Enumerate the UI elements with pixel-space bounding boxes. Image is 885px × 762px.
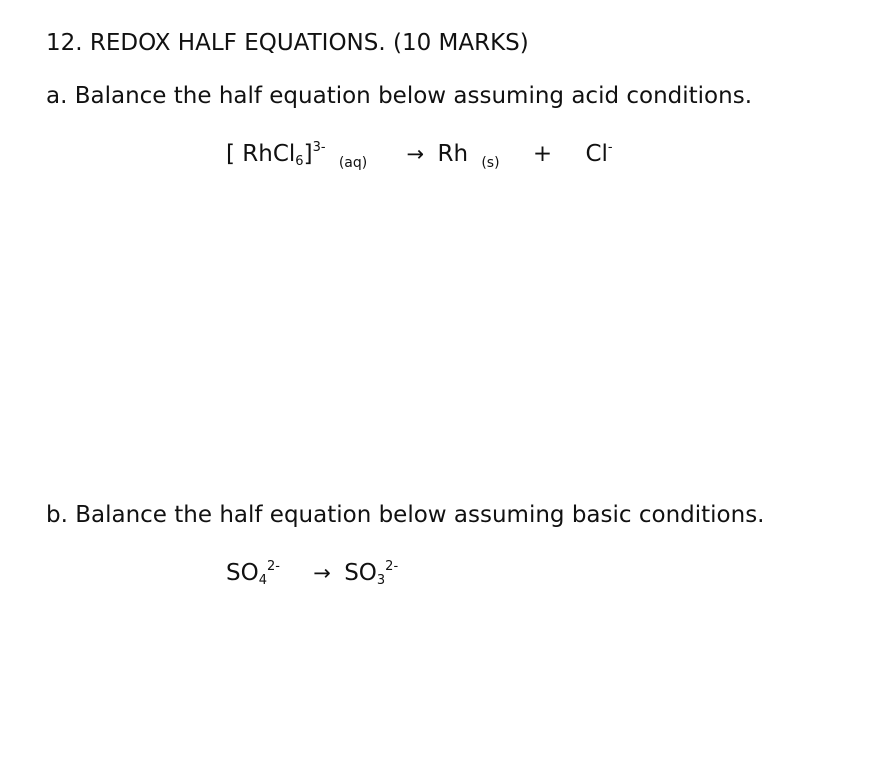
question-title: 12. REDOX HALF EQUATIONS. (10 MARKS) xyxy=(46,30,529,56)
part-a-prompt: a. Balance the half equation below assuming acid conditions. xyxy=(46,83,753,109)
sulfate-formula: SO42- xyxy=(226,559,280,588)
reactant-formula: [ RhCl6]3- xyxy=(226,133,326,177)
part-b-equation xyxy=(226,552,398,596)
reaction-arrow-icon: → xyxy=(406,142,425,166)
part-a-equation xyxy=(226,133,613,178)
plus-sign: + xyxy=(532,141,553,167)
product-cl: Cl- xyxy=(585,140,613,167)
reactant-charge: 3- xyxy=(312,140,326,155)
product-rh: Rh xyxy=(437,141,469,167)
sulfite-formula: SO32- xyxy=(344,559,399,588)
reactant-state: (aq) xyxy=(338,155,368,171)
part-b-prompt: b. Balance the half equation below assuming basic conditions. xyxy=(46,502,765,528)
reaction-arrow-icon: → xyxy=(313,561,331,585)
product-rh-state: (s) xyxy=(481,155,500,171)
